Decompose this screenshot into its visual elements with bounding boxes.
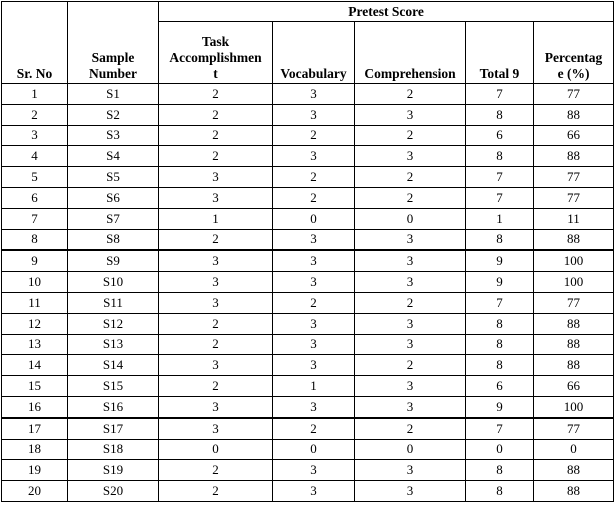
cell-sr-no: 11 — [2, 292, 68, 313]
cell-sr-no: 17 — [2, 418, 68, 439]
table-row — [2, 104, 614, 125]
cell-sample-number: S14 — [68, 355, 159, 376]
table-row — [2, 355, 614, 376]
cell-percentage: 100 — [534, 250, 614, 271]
cell-vocabulary: 2 — [273, 418, 355, 439]
cell-vocabulary: 2 — [273, 292, 355, 313]
cell-vocabulary: 3 — [273, 460, 355, 481]
cell-vocabulary: 3 — [273, 481, 355, 502]
cell-sample-number: S16 — [68, 396, 159, 417]
cell-task: 2 — [159, 229, 273, 250]
cell-percentage: 100 — [534, 396, 614, 417]
table-row — [2, 396, 614, 417]
header-row-group — [2, 2, 614, 22]
table-body — [2, 84, 614, 502]
cell-comprehension: 3 — [355, 334, 466, 355]
header-comprehension: Comprehension — [355, 22, 466, 84]
cell-sr-no: 15 — [2, 376, 68, 397]
cell-sr-no: 4 — [2, 146, 68, 167]
cell-total: 9 — [466, 250, 534, 271]
cell-comprehension: 3 — [355, 272, 466, 293]
cell-vocabulary: 0 — [273, 208, 355, 229]
cell-comprehension: 3 — [355, 250, 466, 271]
cell-sr-no: 2 — [2, 104, 68, 125]
cell-sample-number: S9 — [68, 250, 159, 271]
cell-percentage: 88 — [534, 481, 614, 502]
cell-task: 3 — [159, 355, 273, 376]
cell-comprehension: 2 — [355, 125, 466, 146]
cell-comprehension: 3 — [355, 313, 466, 334]
cell-sr-no: 20 — [2, 481, 68, 502]
table-row — [2, 376, 614, 397]
cell-comprehension: 3 — [355, 146, 466, 167]
table-row — [2, 481, 614, 502]
cell-comprehension: 3 — [355, 229, 466, 250]
cell-sample-number: S19 — [68, 460, 159, 481]
table-row — [2, 208, 614, 229]
cell-vocabulary: 3 — [273, 272, 355, 293]
cell-task: 3 — [159, 187, 273, 208]
table-row — [2, 439, 614, 460]
cell-comprehension: 0 — [355, 439, 466, 460]
table-row — [2, 146, 614, 167]
cell-vocabulary: 3 — [273, 84, 355, 105]
cell-task: 2 — [159, 104, 273, 125]
cell-percentage: 77 — [534, 292, 614, 313]
table-row — [2, 167, 614, 188]
cell-sample-number: S10 — [68, 272, 159, 293]
cell-sr-no: 1 — [2, 84, 68, 105]
cell-task: 3 — [159, 272, 273, 293]
cell-task: 3 — [159, 418, 273, 439]
cell-task: 0 — [159, 439, 273, 460]
cell-sample-number: S1 — [68, 84, 159, 105]
cell-percentage: 88 — [534, 334, 614, 355]
cell-percentage: 77 — [534, 418, 614, 439]
cell-percentage: 88 — [534, 104, 614, 125]
cell-total: 7 — [466, 84, 534, 105]
cell-sr-no: 3 — [2, 125, 68, 146]
cell-sample-number: S15 — [68, 376, 159, 397]
header-sr-no: Sr. No — [2, 2, 68, 84]
cell-task: 2 — [159, 313, 273, 334]
cell-comprehension: 2 — [355, 84, 466, 105]
cell-vocabulary: 3 — [273, 355, 355, 376]
cell-percentage: 66 — [534, 125, 614, 146]
cell-sample-number: S12 — [68, 313, 159, 334]
cell-sample-number: S7 — [68, 208, 159, 229]
cell-comprehension: 3 — [355, 396, 466, 417]
cell-comprehension: 2 — [355, 187, 466, 208]
cell-sample-number: S4 — [68, 146, 159, 167]
cell-total: 7 — [466, 167, 534, 188]
cell-sample-number: S18 — [68, 439, 159, 460]
cell-total: 8 — [466, 104, 534, 125]
cell-total: 6 — [466, 125, 534, 146]
header-task-accomplishment: Task Accomplishmen t — [159, 22, 273, 84]
pretest-score-table — [1, 1, 614, 502]
cell-sr-no: 6 — [2, 187, 68, 208]
cell-percentage: 88 — [534, 460, 614, 481]
cell-comprehension: 3 — [355, 376, 466, 397]
cell-total: 8 — [466, 313, 534, 334]
cell-vocabulary: 3 — [273, 334, 355, 355]
table-row — [2, 292, 614, 313]
table-row — [2, 229, 614, 250]
cell-sr-no: 16 — [2, 396, 68, 417]
cell-percentage: 88 — [534, 313, 614, 334]
cell-vocabulary: 2 — [273, 167, 355, 188]
cell-comprehension: 2 — [355, 355, 466, 376]
cell-sample-number: S6 — [68, 187, 159, 208]
cell-sample-number: S2 — [68, 104, 159, 125]
cell-task: 2 — [159, 460, 273, 481]
cell-total: 8 — [466, 146, 534, 167]
cell-sr-no: 7 — [2, 208, 68, 229]
header-vocabulary: Vocabulary — [273, 22, 355, 84]
cell-vocabulary: 3 — [273, 396, 355, 417]
cell-vocabulary: 3 — [273, 250, 355, 271]
cell-vocabulary: 3 — [273, 104, 355, 125]
header-pretest-score: Pretest Score — [159, 2, 614, 22]
cell-comprehension: 0 — [355, 208, 466, 229]
cell-task: 3 — [159, 292, 273, 313]
cell-total: 8 — [466, 355, 534, 376]
cell-percentage: 11 — [534, 208, 614, 229]
cell-sample-number: S8 — [68, 229, 159, 250]
cell-vocabulary: 2 — [273, 125, 355, 146]
table-row — [2, 187, 614, 208]
cell-percentage: 88 — [534, 146, 614, 167]
cell-vocabulary: 3 — [273, 146, 355, 167]
cell-sr-no: 18 — [2, 439, 68, 460]
cell-total: 0 — [466, 439, 534, 460]
cell-task: 2 — [159, 334, 273, 355]
header-percentage: Percentag e (%) — [534, 22, 614, 84]
cell-sr-no: 9 — [2, 250, 68, 271]
cell-percentage: 66 — [534, 376, 614, 397]
cell-percentage: 0 — [534, 439, 614, 460]
cell-sample-number: S3 — [68, 125, 159, 146]
cell-total: 6 — [466, 376, 534, 397]
table-row — [2, 272, 614, 293]
cell-total: 8 — [466, 334, 534, 355]
cell-comprehension: 3 — [355, 460, 466, 481]
cell-sample-number: S11 — [68, 292, 159, 313]
cell-sr-no: 19 — [2, 460, 68, 481]
cell-task: 3 — [159, 396, 273, 417]
cell-sr-no: 5 — [2, 167, 68, 188]
cell-sample-number: S5 — [68, 167, 159, 188]
cell-comprehension: 3 — [355, 104, 466, 125]
cell-comprehension: 2 — [355, 167, 466, 188]
cell-sr-no: 13 — [2, 334, 68, 355]
cell-vocabulary: 1 — [273, 376, 355, 397]
cell-task: 2 — [159, 481, 273, 502]
cell-percentage: 77 — [534, 84, 614, 105]
cell-total: 8 — [466, 460, 534, 481]
cell-sr-no: 12 — [2, 313, 68, 334]
cell-total: 9 — [466, 396, 534, 417]
table-row — [2, 418, 614, 439]
cell-comprehension: 2 — [355, 418, 466, 439]
cell-total: 1 — [466, 208, 534, 229]
cell-percentage: 88 — [534, 229, 614, 250]
table-row — [2, 334, 614, 355]
table-row — [2, 250, 614, 271]
cell-total: 8 — [466, 481, 534, 502]
cell-total: 7 — [466, 418, 534, 439]
table-row — [2, 84, 614, 105]
table-row — [2, 313, 614, 334]
cell-total: 7 — [466, 187, 534, 208]
cell-percentage: 77 — [534, 167, 614, 188]
header-sample-number: Sample Number — [68, 2, 159, 84]
cell-task: 1 — [159, 208, 273, 229]
cell-sample-number: S13 — [68, 334, 159, 355]
table-row — [2, 125, 614, 146]
cell-task: 3 — [159, 167, 273, 188]
cell-percentage: 77 — [534, 187, 614, 208]
cell-percentage: 88 — [534, 355, 614, 376]
cell-vocabulary: 0 — [273, 439, 355, 460]
cell-task: 3 — [159, 250, 273, 271]
cell-task: 2 — [159, 376, 273, 397]
table-row — [2, 460, 614, 481]
cell-total: 9 — [466, 272, 534, 293]
cell-sample-number: S17 — [68, 418, 159, 439]
cell-comprehension: 2 — [355, 292, 466, 313]
cell-vocabulary: 3 — [273, 229, 355, 250]
cell-task: 2 — [159, 84, 273, 105]
cell-task: 2 — [159, 125, 273, 146]
cell-vocabulary: 3 — [273, 313, 355, 334]
cell-percentage: 100 — [534, 272, 614, 293]
cell-comprehension: 3 — [355, 481, 466, 502]
cell-sample-number: S20 — [68, 481, 159, 502]
header-total: Total 9 — [466, 22, 534, 84]
cell-total: 7 — [466, 292, 534, 313]
cell-sr-no: 14 — [2, 355, 68, 376]
cell-sr-no: 10 — [2, 272, 68, 293]
cell-total: 8 — [466, 229, 534, 250]
cell-task: 2 — [159, 146, 273, 167]
cell-sr-no: 8 — [2, 229, 68, 250]
cell-vocabulary: 2 — [273, 187, 355, 208]
